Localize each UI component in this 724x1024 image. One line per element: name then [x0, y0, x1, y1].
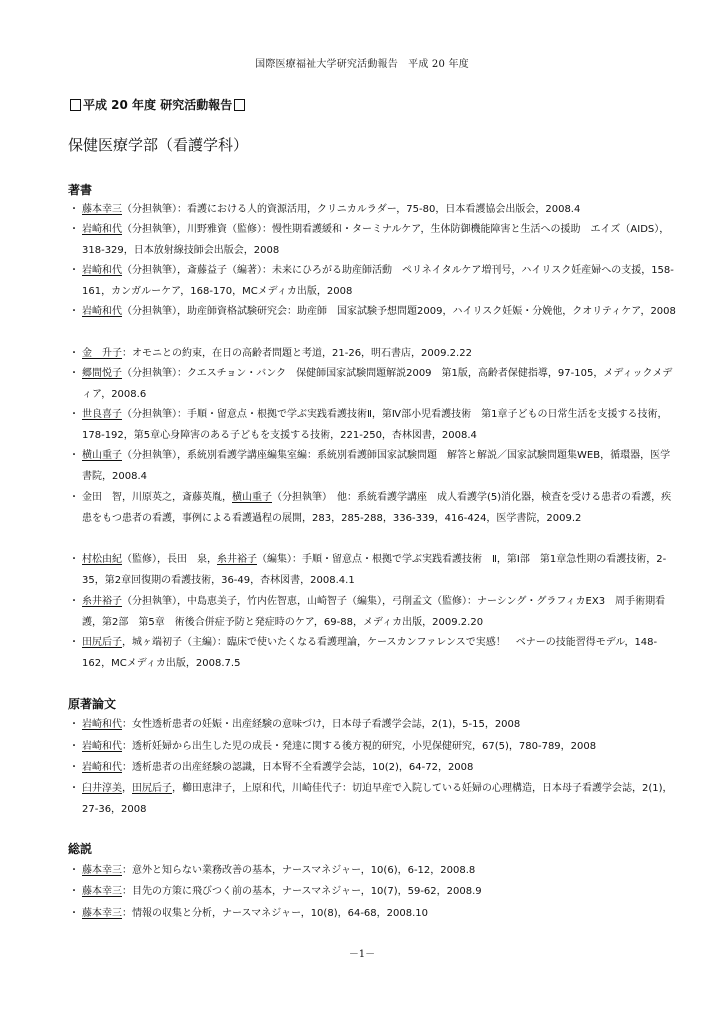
page-number: －1－	[348, 949, 376, 960]
review-entry: ・ 藤本幸三：目先の方策に飛びつく前の基本，ナースマネジャー，10(7)，59-62，2008.9	[69, 886, 482, 897]
entry-text: （分担執筆）：クエスチョン・バンク 保健師国家試験問題解説2009 第1版，高齢者保健指導，97-105，メディックメディア，2008.6	[82, 368, 673, 400]
entry-text: （分担執筆），助産師資格試験研究会：助産師 国家試験予想問題2009，ハイリスク妊娠・分娩他，クオリティケア，2008	[122, 306, 676, 317]
report-title	[68, 96, 247, 113]
book-entry: ・ 岩崎和代（分担執筆），斎藤益子（編著）：未来にひろがる助産師活動 ペリネイタルケア増刊号，ハイリスク妊産婦への支援，158-161，カンガルーケア，168-170，MCメディカ出版，2008	[69, 265, 674, 297]
section-heading-reviews: 総説	[68, 842, 93, 856]
entry-text: （分担執筆），斎藤益子（編著）：未来にひろがる助産師活動 ペリネイタルケア増刊号，ハイリスク妊産婦への支援，158-161，カンガルーケア，168-170，MCメディカ出版，2008	[82, 265, 674, 297]
author-name: 岩崎和代	[82, 265, 122, 276]
entry-text: （編集）：手順・留意点・根拠で学ぶ実践看護技術 Ⅱ，第Ⅰ部 第1章急性期の看護技術，2-35，第2章回復期の看護技術，36-49，杏林図書，2008.4.1	[82, 554, 667, 586]
author-name: 糸井裕子	[217, 554, 257, 565]
entry-text: ：透析妊婦から出生した児の成長・発達に関する後方視的研究，小児保健研究，67(5)，780-789，2008	[122, 741, 597, 752]
book-entry: ・ 糸井裕子（分担執筆），中島恵美子，竹内佐智恵，山崎智子（編集），弓削孟文（監修）：ナーシング・グラフィカEX3 周手術期看護，第2部 第5章 術後合併症予防と発症時のケア，69-88，メディカ出版，2009.2.20	[69, 596, 666, 628]
entry-text: ：透析患者の出産経験の認識，日本腎不全看護学会誌，10(2)，64-72，2008	[122, 762, 474, 773]
author-name: 田尻后子	[82, 637, 122, 648]
author-name: 横山重子	[82, 450, 122, 461]
entry-text: 金田 智，川原英之，斎藤英胤，	[82, 492, 232, 503]
author-name: 糸井裕子	[82, 596, 122, 607]
review-entry: ・ 藤本幸三：情報の収集と分析，ナースマネジャー，10(8)，64-68，2008.10	[69, 908, 428, 919]
entry-text: ：女性透析患者の妊娠・出産経験の意味づけ，日本母子看護学会誌，2(1)，5-15，2008	[122, 719, 521, 730]
section-heading-books: 著書	[68, 183, 93, 197]
entry-text: ，櫛田恵津子，上原和代，川崎佳代子：切迫早産で入院している妊婦の心理構造，日本母子看護学会誌，2(1)，27-36，2008	[82, 783, 673, 815]
author-name: 藤本幸三	[82, 886, 122, 897]
author-name: 田尻后子	[132, 783, 172, 794]
author-name: 岩崎和代	[82, 762, 122, 773]
section-heading-papers: 原著論文	[68, 697, 117, 711]
review-entry: ・ 藤本幸三：意外と知らない業務改善の基本，ナースマネジャー，10(6)，6-12，2008.8	[69, 865, 476, 876]
author-name: 藤本幸三	[82, 908, 122, 919]
book-entry: ・ 岩崎和代（分担執筆），助産師資格試験研究会：助産師 国家試験予想問題2009，ハイリスク妊娠・分娩他，クオリティケア，2008	[69, 306, 676, 317]
entry-text: （分担執筆）：手順・留意点・根拠で学ぶ実践看護技術Ⅱ，第Ⅳ部小児看護技術 第1章子どもの日常生活を支援する技術，178-192，第5章心身障害のある子どもを支援する技術，221-250，杏林図書，2008.4	[82, 409, 668, 441]
entry-text: （監修），長田 泉，	[122, 554, 217, 565]
author-name: 藤本幸三	[82, 204, 122, 215]
entry-text: ：情報の収集と分析，ナースマネジャー，10(8)，64-68，2008.10	[122, 908, 428, 919]
author-name: 岩崎和代	[82, 719, 122, 730]
entry-text: （分担執筆），川野雅資（監修）：慢性期看護緩和・ターミナルケア，生体防御機能障害と生活への援助 エイズ（AIDS），318-329，日本放射線技師会出版会，2008	[82, 224, 670, 256]
report-title-text: 平成 20 年度 研究活動報告	[83, 98, 233, 112]
entry-text: ：オモニとの約束，在日の高齢者問題と考道，21-26，明石書店，2009.2.22	[122, 348, 472, 359]
paper-entry: ・ 岩崎和代：透析患者の出産経験の認識，日本腎不全看護学会誌，10(2)，64-72，2008	[69, 762, 474, 773]
author-name: 岩崎和代	[82, 224, 122, 235]
entry-text: ：目先の方策に飛びつく前の基本，ナースマネジャー，10(7)，59-62，2008.9	[122, 886, 482, 897]
author-name: 岩崎和代	[82, 741, 122, 752]
book-entry: ・ 藤本幸三（分担執筆）：看護における人的資源活用，クリニカルラダー，75-80，日本看護協会出版会，2008.4	[69, 204, 581, 215]
entry-text: （分担執筆） 他：系統看護学講座 成人看護学(5)消化器，検査を受ける患者の看護，疾患をもつ患者の看護，事例による看護過程の展開，283，285-288，336-339，416-424，医学書院，2009.2	[82, 492, 672, 524]
entry-text: （分担執筆），系統別看護学講座編集室編：系統別看護師国家試験問題 解答と解説／国家試験問題集WEB，循環器，医学書院，2008.4	[82, 450, 671, 482]
book-entry: ・ 村松由紀（監修），長田 泉，糸井裕子（編集）：手順・留意点・根拠で学ぶ実践看護技術 Ⅱ，第Ⅰ部 第1章急性期の看護技術，2-35，第2章回復期の看護技術，36-49，杏林図書，2008.4.1	[69, 554, 667, 586]
book-entry: ・ 金 升子：オモニとの約束，在日の高齢者問題と考道，21-26，明石書店，2009.2.22	[69, 348, 472, 359]
book-entry: ・ 岩崎和代（分担執筆），川野雅資（監修）：慢性期看護緩和・ターミナルケア，生体防御機能障害と生活への援助 エイズ（AIDS），318-329，日本放射線技師会出版会，2008	[69, 224, 670, 256]
entry-text: ：意外と知らない業務改善の基本，ナースマネジャー，10(6)，6-12，2008.8	[122, 865, 476, 876]
square-box-icon	[234, 99, 245, 111]
author-name: 臼井淳美	[82, 783, 122, 794]
entry-text: （分担執筆），中島恵美子，竹内佐智恵，山崎智子（編集），弓削孟文（監修）：ナーシング・グラフィカEX3 周手術期看護，第2部 第5章 術後合併症予防と発症時のケア，69-88，メディカ出版，2009.2.20	[82, 596, 666, 628]
author-name: 岩崎和代	[82, 306, 122, 317]
book-entry: ・ 田尻后子，城ヶ端初子（主編）：臨床で使いたくなる看護理論，ケースカンファレンスで実感！ ベナーの技能習得モデル，148-162，MCメディカ出版，2008.7.5	[69, 637, 658, 669]
author-name: 世良喜子	[82, 409, 122, 420]
entry-text: ，	[122, 783, 132, 794]
author-name: 横山重子	[232, 492, 272, 503]
paper-entry: ・ 岩崎和代：透析妊婦から出生した児の成長・発達に関する後方視的研究，小児保健研究，67(5)，780-789，2008	[69, 741, 597, 752]
entry-text: （分担執筆）：看護における人的資源活用，クリニカルラダー，75-80，日本看護協会出版会，2008.4	[122, 204, 581, 215]
paper-entry: ・ 臼井淳美，田尻后子，櫛田恵津子，上原和代，川崎佳代子：切迫早産で入院している妊婦の心理構造，日本母子看護学会誌，2(1)，27-36，2008	[69, 783, 673, 815]
running-header: 国際医療福祉大学研究活動報告 平成 20 年度	[255, 59, 469, 70]
author-name: 村松由紀	[82, 554, 122, 565]
department-title: 保健医療学部（看護学科）	[68, 136, 249, 154]
author-name: 金 升子	[82, 348, 122, 359]
book-entry: ・ 金田 智，川原英之，斎藤英胤，横山重子（分担執筆） 他：系統看護学講座 成人看護学(5)消化器，検査を受ける患者の看護，疾患をもつ患者の看護，事例による看護過程の展開，283，285-288，336-339，416-424，医学書院，2009.2	[69, 492, 672, 524]
book-entry: ・ 郷間悦子（分担執筆）：クエスチョン・バンク 保健師国家試験問題解説2009 第1版，高齢者保健指導，97-105，メディックメディア，2008.6	[69, 368, 673, 400]
square-box-icon	[70, 99, 81, 111]
entry-text: ，城ヶ端初子（主編）：臨床で使いたくなる看護理論，ケースカンファレンスで実感！ ベナーの技能習得モデル，148-162，MCメディカ出版，2008.7.5	[82, 637, 658, 669]
author-name: 郷間悦子	[82, 368, 122, 379]
paper-entry: ・ 岩崎和代：女性透析患者の妊娠・出産経験の意味づけ，日本母子看護学会誌，2(1)，5-15，2008	[69, 719, 521, 730]
author-name: 藤本幸三	[82, 865, 122, 876]
book-entry: ・ 横山重子（分担執筆），系統別看護学講座編集室編：系統別看護師国家試験問題 解答と解説／国家試験問題集WEB，循環器，医学書院，2008.4	[69, 450, 671, 482]
book-entry: ・ 世良喜子（分担執筆）：手順・留意点・根拠で学ぶ実践看護技術Ⅱ，第Ⅳ部小児看護技術 第1章子どもの日常生活を支援する技術，178-192，第5章心身障害のある子どもを支援する技術，221-250，杏林図書，2008.4	[69, 409, 668, 441]
